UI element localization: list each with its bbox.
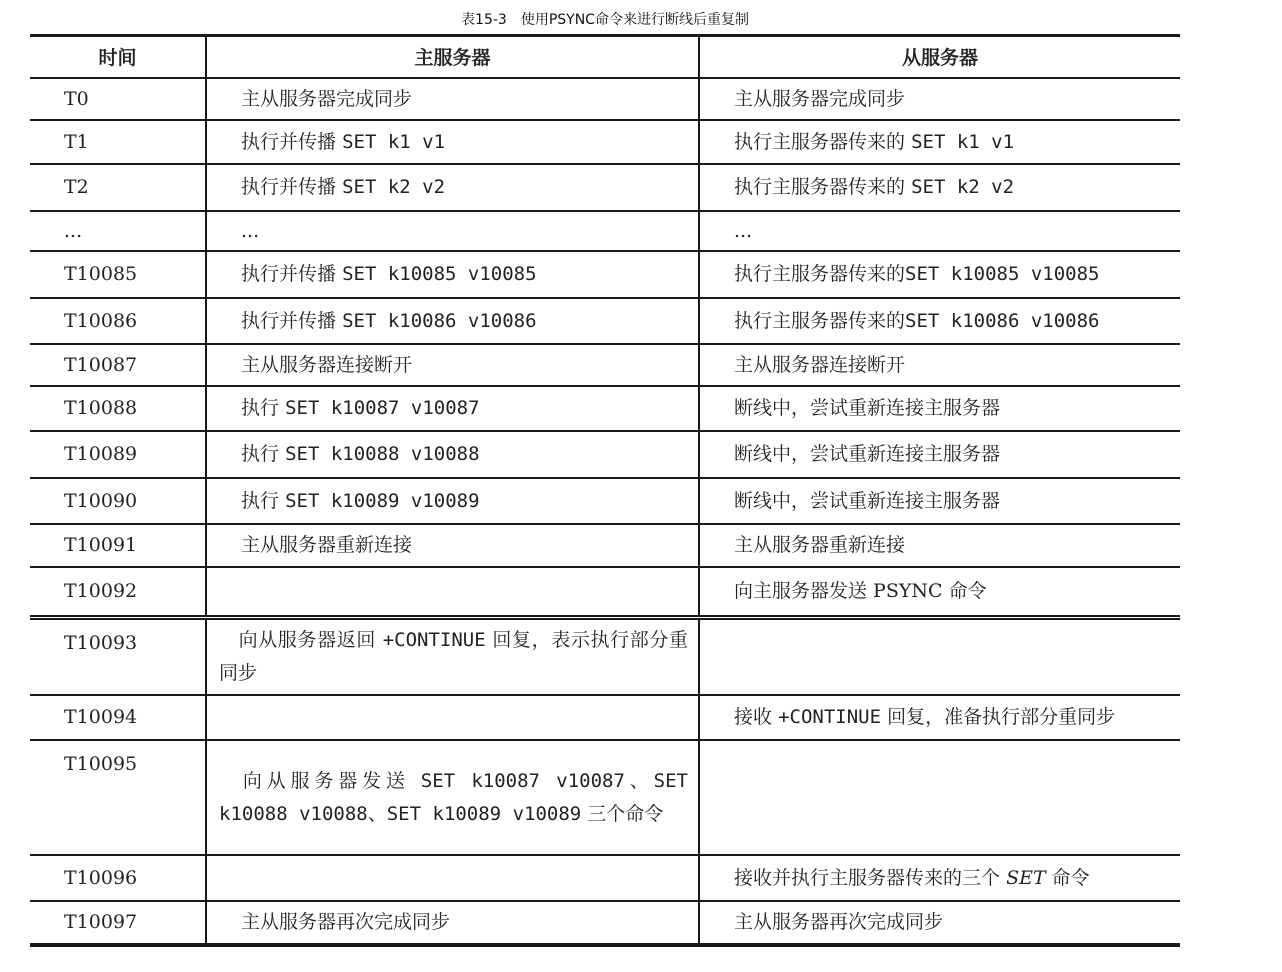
master-text: 回复，表示执行部分重同步 (219, 629, 688, 685)
slave-cell (699, 618, 1180, 695)
master-cell (206, 855, 699, 901)
table-row (30, 120, 1180, 164)
slave-code: SET k2 v2 (911, 176, 1015, 198)
header-time: 时间 (30, 36, 206, 78)
master-code: SET k10085 v10085 (342, 263, 537, 285)
master-cell (206, 298, 699, 344)
table-row (30, 695, 1180, 740)
master-text: 执行并传播 (241, 263, 337, 285)
time-cell: T10092 (30, 567, 206, 618)
master-cell: ... (206, 211, 699, 251)
table-header-row (30, 36, 1180, 78)
master-text: 执行 (241, 397, 280, 419)
table-row (30, 164, 1180, 211)
master-text: 向从服务器发送 (242, 769, 410, 792)
master-code: SET k10087 v10087 (285, 397, 480, 419)
table-row (30, 211, 1180, 251)
slave-text: 执行主服务器传来的 (734, 176, 906, 198)
slave-cell (699, 740, 1180, 855)
master-cell (206, 478, 699, 524)
slave-text: 命令 (1051, 866, 1090, 889)
time-cell: T1 (30, 120, 206, 164)
header-master: 主服务器 (206, 36, 699, 78)
master-cell (206, 695, 699, 740)
master-text: 执行 (241, 443, 280, 465)
slave-text: 接收 (734, 706, 773, 728)
master-text: 执行 (241, 489, 280, 512)
master-text: 、 (367, 802, 387, 825)
slave-emphasis: SET (1006, 866, 1046, 889)
table-row (30, 431, 1180, 478)
master-cell (206, 164, 699, 211)
master-text: 、 (624, 769, 654, 792)
slave-code: +CONTINUE (778, 706, 882, 728)
master-text: 执行并传播 (241, 309, 337, 332)
table-row (30, 344, 1180, 386)
master-text: 三个命令 (587, 802, 664, 825)
master-cell (206, 251, 699, 298)
master-code: SET k10089 v10089 (386, 802, 582, 825)
table-row (30, 386, 1180, 431)
master-code: +CONTINUE (382, 629, 486, 652)
master-cell (206, 386, 699, 431)
header-slave: 从服务器 (699, 36, 1180, 78)
master-code: SET k10088 v10088 (285, 443, 480, 465)
master-cell: 主从服务器完成同步 (206, 78, 699, 120)
master-text: 向从服务器返回 (238, 629, 377, 652)
slave-text: 执行主服务器传来的 (734, 309, 906, 332)
slave-cell (699, 695, 1180, 740)
master-cell (206, 740, 699, 855)
slave-cell (699, 855, 1180, 901)
slave-code: SET k10086 v10086 (905, 309, 1100, 332)
master-cell (206, 120, 699, 164)
slave-text: 执行主服务器传来的 (734, 130, 906, 153)
time-cell: T10087 (30, 344, 206, 386)
time-cell: T10094 (30, 695, 206, 740)
master-cell: 主从服务器再次完成同步 (206, 901, 699, 945)
slave-cell: 向主服务器发送 PSYNC 命令 (699, 567, 1180, 618)
time-cell: T2 (30, 164, 206, 211)
slave-cell (699, 251, 1180, 298)
table-row (30, 740, 1180, 855)
slave-text: 回复，准备执行部分重同步 (887, 706, 1116, 728)
time-cell: T10090 (30, 478, 206, 524)
table-row (30, 855, 1180, 901)
slave-cell: 主从服务器连接断开 (699, 344, 1180, 386)
time-cell: T10096 (30, 855, 206, 901)
time-cell: T10089 (30, 431, 206, 478)
table-row (30, 478, 1180, 524)
master-code: SET k10089 v10089 (285, 489, 480, 512)
table-row (30, 618, 1180, 695)
slave-cell (699, 164, 1180, 211)
master-cell: 主从服务器连接断开 (206, 344, 699, 386)
time-cell: ... (30, 211, 206, 251)
master-text: 执行并传播 (241, 176, 337, 198)
slave-text: 执行主服务器传来的 (734, 263, 906, 285)
master-cell (206, 567, 699, 618)
table-row (30, 524, 1180, 567)
table-caption: 表15-3 使用PSYNC命令来进行断线后重复制 (461, 12, 749, 28)
time-cell: T10097 (30, 901, 206, 945)
slave-cell: 断线中，尝试重新连接主服务器 (699, 386, 1180, 431)
master-code: SET k10086 v10086 (342, 309, 537, 332)
slave-text: 接收并执行主服务器传来的三个 (734, 866, 1001, 889)
slave-cell (699, 298, 1180, 344)
slave-cell: 主从服务器完成同步 (699, 78, 1180, 120)
master-code: SET k10087 v10087 (420, 769, 625, 792)
table-row (30, 298, 1180, 344)
slave-cell: 主从服务器再次完成同步 (699, 901, 1180, 945)
slave-code: SET k10085 v10085 (905, 263, 1100, 285)
time-cell: T10086 (30, 298, 206, 344)
time-cell: T10088 (30, 386, 206, 431)
master-cell (206, 431, 699, 478)
table-row (30, 78, 1180, 120)
table-row (30, 251, 1180, 298)
time-cell: T10093 (30, 618, 206, 695)
slave-cell: 断线中，尝试重新连接主服务器 (699, 431, 1180, 478)
master-code: SET k2 v2 (342, 176, 446, 198)
slave-cell: 主从服务器重新连接 (699, 524, 1180, 567)
master-code: SET k10088 v10088 (219, 769, 688, 825)
time-cell: T0 (30, 78, 206, 120)
table-row (30, 567, 1180, 618)
psync-reconnect-table (30, 34, 1180, 947)
slave-cell (699, 120, 1180, 164)
time-cell: T10091 (30, 524, 206, 567)
slave-cell: ... (699, 211, 1180, 251)
master-code: SET k1 v1 (342, 130, 446, 153)
slave-cell: 断线中，尝试重新连接主服务器 (699, 478, 1180, 524)
master-cell: 主从服务器重新连接 (206, 524, 699, 567)
table-row (30, 901, 1180, 945)
master-text: 执行并传播 (241, 130, 337, 153)
time-cell: T10095 (30, 740, 206, 855)
time-cell: T10085 (30, 251, 206, 298)
slave-code: SET k1 v1 (911, 130, 1015, 153)
master-cell (206, 618, 699, 695)
